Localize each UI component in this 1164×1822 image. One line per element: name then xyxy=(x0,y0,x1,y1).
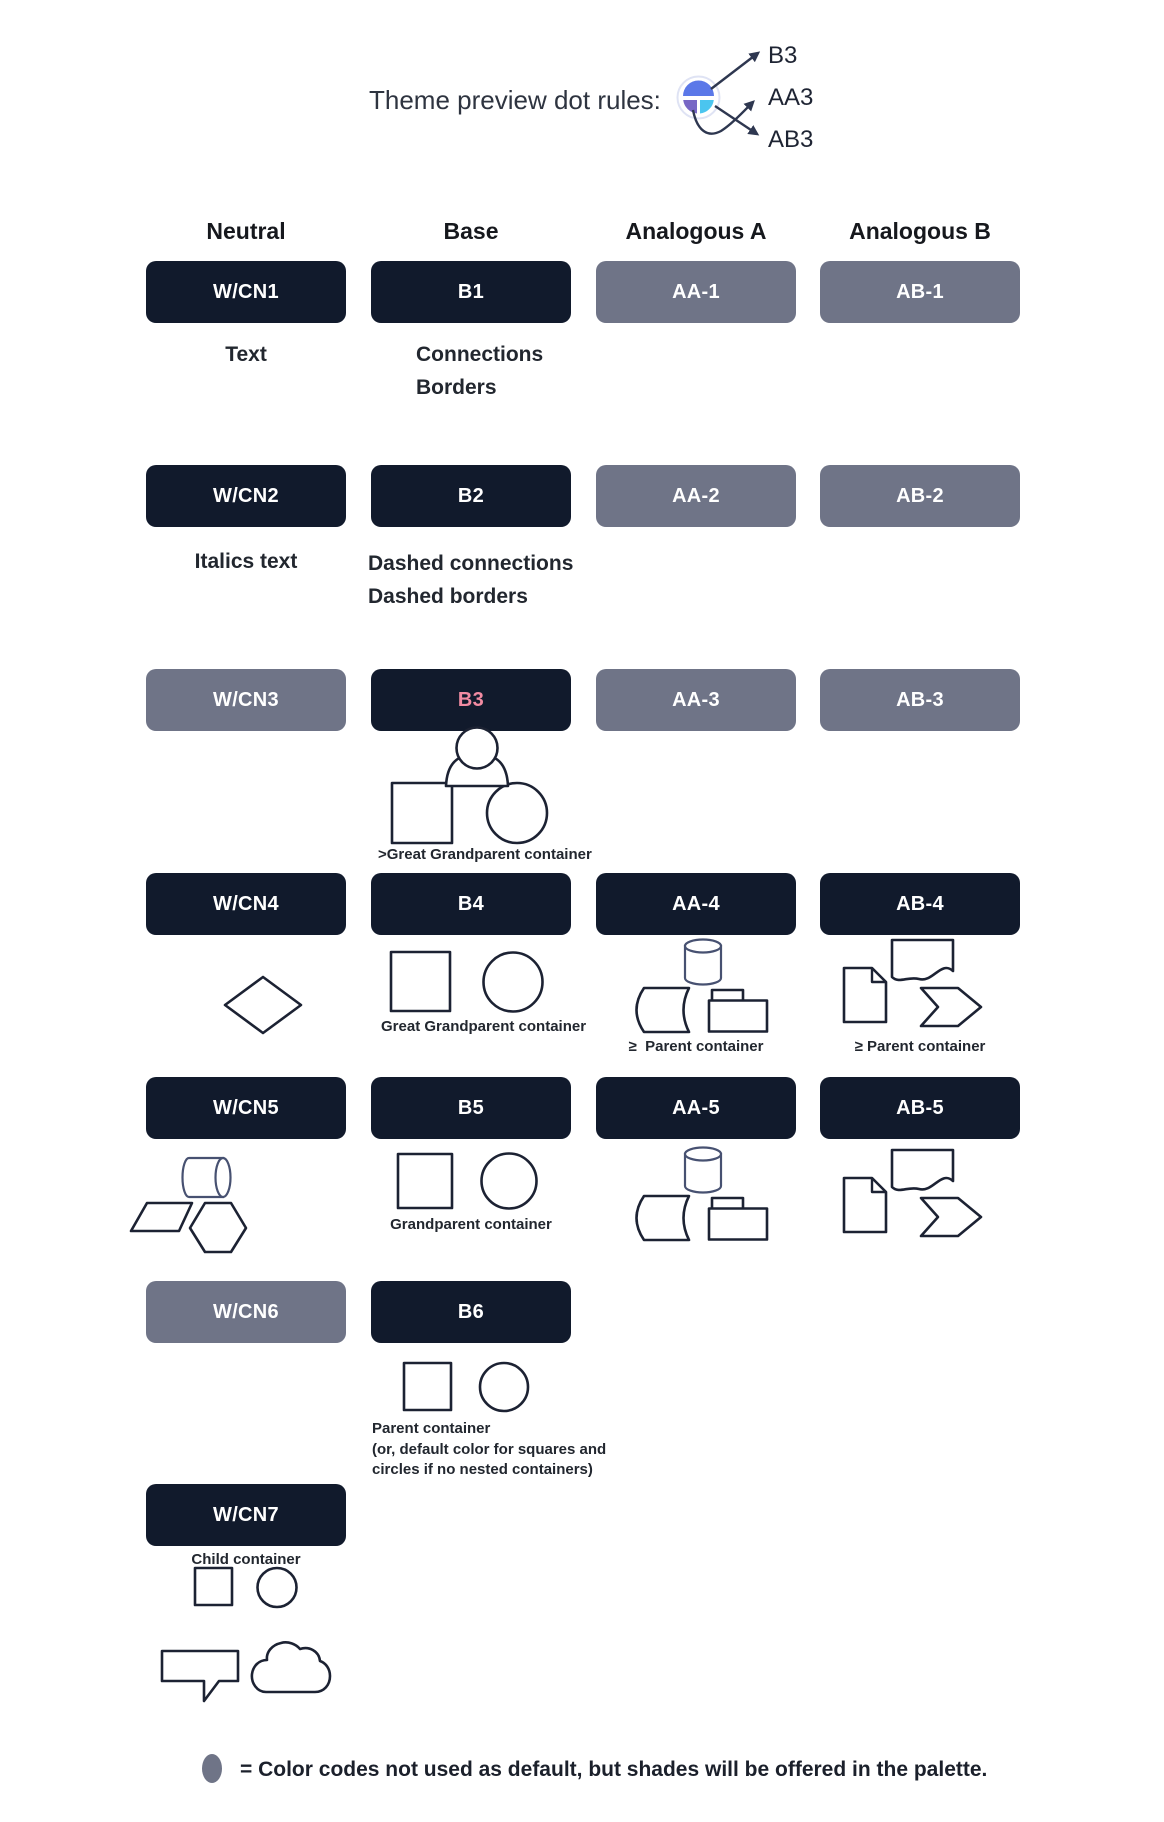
document-shape xyxy=(844,968,886,1022)
caption-child-container: Child container xyxy=(191,1551,301,1568)
caption-text: Text xyxy=(225,343,267,366)
swatch-ab1: AB-1 xyxy=(820,261,1020,323)
cylinder-shape xyxy=(685,946,721,985)
swatch-b6: B6 xyxy=(371,1281,571,1343)
caption-aa4-shapes: ≥ Parent container xyxy=(628,1038,764,1055)
dot-base-segment xyxy=(683,81,714,97)
swatch-aa2: AA-2 xyxy=(596,465,796,527)
caption-b6-line2: (or, default color for squares and xyxy=(372,1441,607,1458)
cylinder-top xyxy=(685,940,721,953)
diamond-shape xyxy=(225,977,301,1033)
circle-shape xyxy=(482,1154,537,1209)
ab4-shape-group xyxy=(844,940,981,1026)
b5-shape-group xyxy=(398,1154,537,1209)
caption-b6-line1: Parent container xyxy=(372,1420,491,1437)
swatch-aa4: AA-4 xyxy=(596,873,796,935)
legend-dot-icon xyxy=(202,1754,222,1783)
b6-shape-group xyxy=(404,1363,528,1411)
caption-dashed-connections: Dashed connections xyxy=(368,552,574,575)
swatch-b3: B3 xyxy=(371,669,571,731)
swatch-wcn1: W/CN1 xyxy=(146,261,346,323)
column-header-analogous-b: Analogous B xyxy=(849,218,991,244)
hexagon-shape xyxy=(190,1203,246,1252)
aa5-shape-group xyxy=(637,1148,768,1241)
swatch-wcn4: W/CN4 xyxy=(146,873,346,935)
circle-shape xyxy=(480,1363,528,1411)
dot-target-aa3: AA3 xyxy=(768,84,814,111)
swatch-ab2: AB-2 xyxy=(820,465,1020,527)
swatch-wcn2: W/CN2 xyxy=(146,465,346,527)
person-icon xyxy=(446,728,508,787)
swatch-wcn3: W/CN3 xyxy=(146,669,346,731)
caption-b5-shapes: Grandparent container xyxy=(390,1216,552,1233)
chevron-shape xyxy=(921,988,981,1026)
square-shape xyxy=(404,1363,451,1410)
column-header-analogous-a: Analogous A xyxy=(625,218,767,244)
arrow-to-ab3 xyxy=(715,106,757,134)
theme-preview-dot-icon xyxy=(678,77,720,119)
caption-b3-shapes: >Great Grandparent container xyxy=(378,846,592,863)
legend-text: = Color codes not used as default, but shades will be offered in the palette. xyxy=(240,1758,988,1781)
torn-paper-shape xyxy=(892,940,953,980)
square-shape xyxy=(392,783,452,843)
swatch-wcn5: W/CN5 xyxy=(146,1077,346,1139)
dot-target-ab3: AB3 xyxy=(768,126,814,153)
cylinder-horizontal-shape xyxy=(183,1158,231,1197)
caption-connections: Connections xyxy=(416,343,544,366)
square-shape xyxy=(391,952,450,1011)
arrow-to-aa3 xyxy=(693,102,753,134)
ab5-shape-group xyxy=(844,1150,981,1236)
swatch-b5: B5 xyxy=(371,1077,571,1139)
cloud-shape xyxy=(252,1642,330,1692)
swatch-aa3: AA-3 xyxy=(596,669,796,731)
swatch-b1: B1 xyxy=(371,261,571,323)
caption-borders: Borders xyxy=(416,376,497,399)
speech-bubble-shape xyxy=(162,1651,238,1701)
aa4-shape-group xyxy=(637,940,768,1033)
swatch-aa1: AA-1 xyxy=(596,261,796,323)
stored-data-shape xyxy=(637,988,690,1032)
swatch-aa5: AA-5 xyxy=(596,1077,796,1139)
swatch-wcn7: W/CN7 xyxy=(146,1484,346,1546)
swatch-b2: B2 xyxy=(371,465,571,527)
caption-b6-line3: circles if no nested containers) xyxy=(372,1461,593,1478)
caption-b4-shapes: Great Grandparent container xyxy=(381,1018,587,1035)
caption-italics-text: Italics text xyxy=(194,550,298,573)
column-header-neutral: Neutral xyxy=(206,218,286,244)
arrow-to-b3 xyxy=(711,53,758,89)
column-header-base: Base xyxy=(443,218,499,244)
swatch-wcn6: W/CN6 xyxy=(146,1281,346,1343)
page-title: Theme preview dot rules: xyxy=(369,85,661,115)
swatch-b4: B4 xyxy=(371,873,571,935)
circle-shape xyxy=(258,1568,297,1607)
circle-shape xyxy=(487,783,547,843)
parallelogram-shape xyxy=(131,1203,192,1231)
dot-target-b3: B3 xyxy=(768,42,798,69)
square-shape xyxy=(398,1154,452,1208)
wcn5-shape-group xyxy=(131,1158,246,1252)
swatch-ab5: AB-5 xyxy=(820,1077,1020,1139)
caption-ab4-shapes: ≥ Parent container xyxy=(854,1038,986,1055)
square-shape xyxy=(195,1568,232,1605)
circle-shape xyxy=(484,953,543,1012)
swatch-ab4: AB-4 xyxy=(820,873,1020,935)
caption-dashed-borders: Dashed borders xyxy=(368,585,528,608)
dot-analogous-a-segment xyxy=(700,100,714,114)
b4-shape-group xyxy=(391,952,543,1012)
swatch-ab3: AB-3 xyxy=(820,669,1020,731)
wcn7-shape-group xyxy=(162,1568,330,1701)
dot-analogous-b-segment xyxy=(683,100,697,114)
b3-shape-group xyxy=(392,728,547,844)
folder-shape xyxy=(709,990,767,1032)
